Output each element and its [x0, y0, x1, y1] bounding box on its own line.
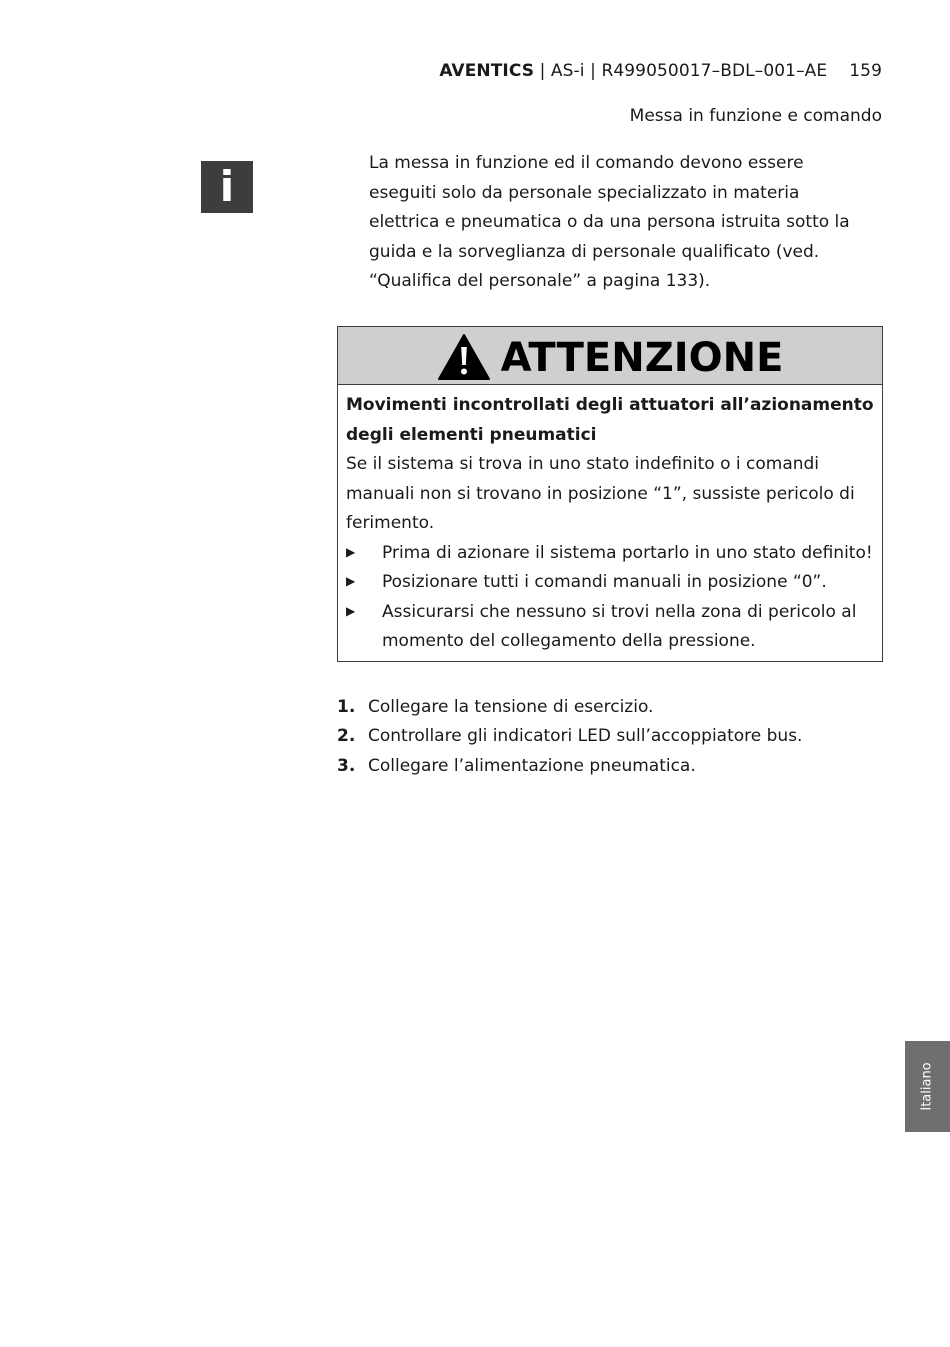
info-icon: i [201, 161, 253, 213]
warning-title: Movimenti incontrollati degli attuatori all’azionamento degli elementi pneumatici [346, 395, 874, 445]
warning-action-item [346, 598, 874, 657]
warning-action-text: Assicurarsi che nessuno si trovi nella zona di pericolo al momento del collegamento della pressione. [382, 601, 857, 651]
info-note-text: La messa in funzione ed il comando devono essere eseguiti solo da personale specializzato in materia elettrica e pneumatica o da una persona istruita sotto la guida e la sorveglianza di personale qualificato (ved. “Qualifica del personale” a pagina 133). [369, 153, 850, 291]
section-title: Messa in funzione e comando [629, 106, 882, 126]
step-number: 1. [337, 697, 356, 717]
bullet-arrow-icon: ▶ [346, 574, 356, 588]
warning-triangle-icon [437, 333, 491, 381]
warning-description: Se il sistema si trova in uno stato indefinito o i comandi manuali non si trovano in posizione “1”, sussiste pericolo di ferimento. [346, 454, 855, 533]
step-text: Collegare la tensione di esercizio. [368, 697, 654, 717]
warning-action-item [346, 539, 874, 569]
warning-action-text: Posizionare tutti i comandi manuali in posizione “0”. [382, 572, 827, 592]
warning-header [338, 327, 882, 385]
warning-actions [346, 539, 874, 657]
step-text: Controllare gli indicatori LED sull’accoppiatore bus. [368, 726, 803, 747]
step-text: Collegare l’alimentazione pneumatica. [368, 755, 696, 776]
running-header [439, 61, 882, 81]
bullet-arrow-icon: ▶ [346, 544, 356, 559]
warning-action-text: Prima di azionare il sistema portarlo in uno stato definito! [382, 542, 873, 563]
brand-name: AVENTICS [439, 61, 535, 81]
document-reference: | AS-i | R499050017–BDL–001–AE [534, 61, 828, 81]
warning-box [337, 326, 883, 662]
warning-body [338, 385, 882, 657]
warning-action-item [346, 568, 874, 598]
page-number: 159 [849, 61, 882, 81]
language-tab-label: Italiano [920, 1062, 935, 1111]
step-item [337, 693, 877, 722]
bullet-arrow-icon: ▶ [346, 603, 356, 618]
step-number: 2. [337, 726, 356, 747]
step-item [337, 752, 877, 781]
language-tab [905, 1041, 950, 1132]
procedure-steps [337, 693, 877, 781]
step-number: 3. [337, 755, 356, 776]
warning-signal-word: ATTENZIONE [500, 334, 784, 381]
step-item [337, 722, 877, 751]
